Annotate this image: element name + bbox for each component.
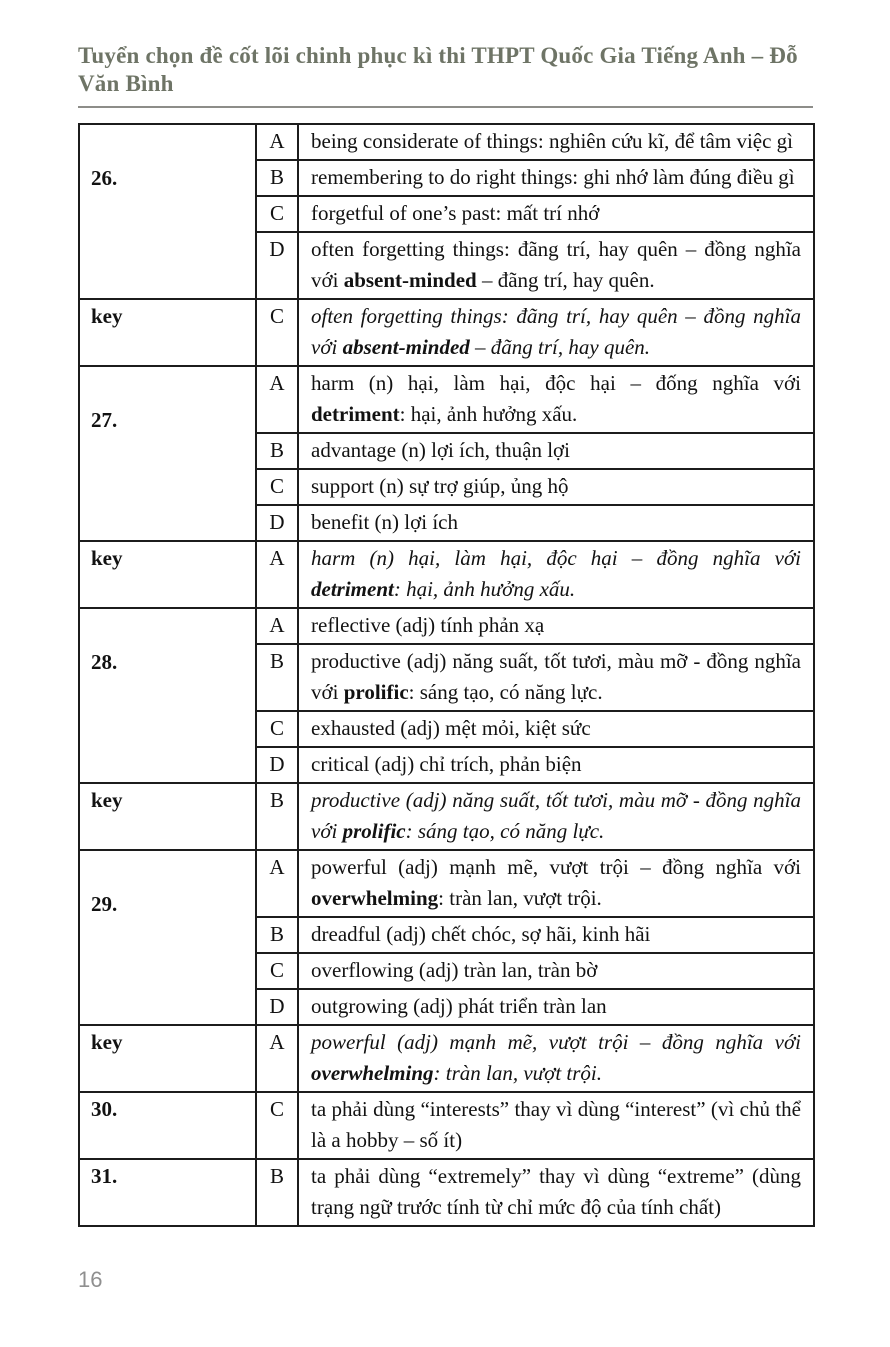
text-segment: benefit (n) lợi ích [311,510,458,534]
key-explanation [298,299,814,366]
option-letter: A [256,608,298,644]
page-header: Tuyển chọn đề cốt lõi chinh phục kì thi THPT Quốc Gia Tiếng Anh – Đỗ Văn Bình [78,42,813,108]
key-label: key [79,541,256,608]
text-segment: – đãng trí, hay quên. [469,335,651,359]
option-letter: C [256,711,298,747]
text-segment: : hại, ảnh hưởng xấu. [393,577,576,601]
page-number: 16 [78,1267,103,1292]
option-letter: A [256,366,298,433]
text-segment: exhausted (adj) mệt mỏi, kiệt sức [311,716,591,740]
highlighted-term: overwhelming [311,886,439,910]
text-segment: being considerate of things: nghiên cứu kĩ, để tâm việc gì [311,129,794,153]
text-segment: overflowing (adj) tràn lan, tràn bờ [311,958,598,982]
text-segment: outgrowing (adj) phát triển tràn lan [311,994,607,1018]
key-label: key [79,299,256,366]
answer-key-table [78,123,815,1227]
text-segment: harm (n) hại, làm hại, độc hại – đống nghĩa với [311,371,801,395]
option-letter: C [256,1092,298,1159]
text-segment: powerful (adj) mạnh mẽ, vượt trội – đồng nghĩa với [311,1030,801,1054]
option-letter: B [256,160,298,196]
text-segment: : sáng tạo, có năng lực. [408,680,603,704]
answer-row [79,366,814,433]
option-text [298,953,814,989]
option-letter: B [256,917,298,953]
text-segment: : tràn lan, vượt trội. [433,1061,603,1085]
answer-row [79,124,814,160]
text-segment: ta phải dùng “interests” thay vì dùng “interest” (vì chủ thể là a hobby – số ít) [311,1097,801,1152]
highlighted-term: detriment [311,402,400,426]
option-letter: D [256,747,298,783]
answer-row [79,608,814,644]
option-letter: C [256,196,298,232]
option-text [298,124,814,160]
question-number: 31. [79,1159,256,1226]
option-text [298,232,814,299]
key-answer-letter: C [256,299,298,366]
option-letter: C [256,469,298,505]
option-text [298,196,814,232]
option-letter: A [256,124,298,160]
key-explanation [298,783,814,850]
option-letter: D [256,505,298,541]
text-segment: productive (adj) năng suất, tốt tươi, màu mỡ - đồng nghĩa với [311,649,801,704]
question-number: 29. [79,850,256,1025]
highlighted-term: prolific [343,680,409,704]
key-label: key [79,783,256,850]
key-answer-letter: A [256,541,298,608]
text-segment: often forgetting things: đãng trí, hay quên – đồng nghĩa với [311,304,801,359]
answer-table-body [79,124,814,1226]
text-segment: – đãng trí, hay quên. [476,268,655,292]
question-number: 27. [79,366,256,541]
question-number: 26. [79,124,256,299]
text-segment: productive (adj) năng suất, tốt tươi, màu mỡ - đồng nghĩa với [311,788,801,843]
answer-row [79,1092,814,1159]
option-letter: B [256,1159,298,1226]
question-number: 30. [79,1092,256,1159]
option-text [298,366,814,433]
text-segment: reflective (adj) tính phản xạ [311,613,545,637]
highlighted-term: absent-minded [343,268,477,292]
option-text [298,160,814,196]
option-letter: D [256,232,298,299]
highlighted-term: overwhelming [311,1061,434,1085]
option-text [298,469,814,505]
key-row [79,783,814,850]
text-segment: harm (n) hại, làm hại, độc hại – đồng nghĩa với [311,546,801,570]
text-segment: : hại, ảnh hưởng xấu. [399,402,578,426]
option-text [298,917,814,953]
key-row [79,1025,814,1092]
option-letter: B [256,433,298,469]
question-number: 28. [79,608,256,783]
option-text [298,433,814,469]
key-row [79,299,814,366]
highlighted-term: absent-minded [342,335,470,359]
text-segment: ta phải dùng “extremely” thay vì dùng “extreme” (dùng trạng ngữ trước tính từ chỉ mức độ của tính chất) [311,1164,801,1219]
option-text [298,850,814,917]
option-text [298,989,814,1025]
key-answer-letter: A [256,1025,298,1092]
option-text [298,608,814,644]
text-segment: forgetful of one’s past: mất trí nhớ [311,201,600,225]
text-segment: remembering to do right things: ghi nhớ làm đúng điều gì [311,165,795,189]
option-text [298,711,814,747]
key-answer-letter: B [256,783,298,850]
answer-row [79,1159,814,1226]
option-letter: D [256,989,298,1025]
option-text [298,644,814,711]
key-label: key [79,1025,256,1092]
option-text [298,1159,814,1226]
highlighted-term: prolific [342,819,406,843]
option-letter: B [256,644,298,711]
answer-row [79,850,814,917]
text-segment: powerful (adj) mạnh mẽ, vượt trội – đồng nghĩa với [311,855,801,879]
option-text [298,1092,814,1159]
option-letter: C [256,953,298,989]
text-segment: critical (adj) chỉ trích, phản biện [311,752,582,776]
text-segment: : tràn lan, vượt trội. [438,886,602,910]
text-segment: : sáng tạo, có năng lực. [405,819,605,843]
text-segment: often forgetting things: đãng trí, hay quên – đồng nghĩa với [311,237,801,292]
option-text [298,505,814,541]
text-segment: dreadful (adj) chết chóc, sợ hãi, kinh hãi [311,922,651,946]
option-letter: A [256,850,298,917]
text-segment: support (n) sự trợ giúp, ủng hộ [311,474,569,498]
option-text [298,747,814,783]
highlighted-term: detriment [311,577,394,601]
key-row [79,541,814,608]
text-segment: advantage (n) lợi ích, thuận lợi [311,438,570,462]
key-explanation [298,541,814,608]
key-explanation [298,1025,814,1092]
